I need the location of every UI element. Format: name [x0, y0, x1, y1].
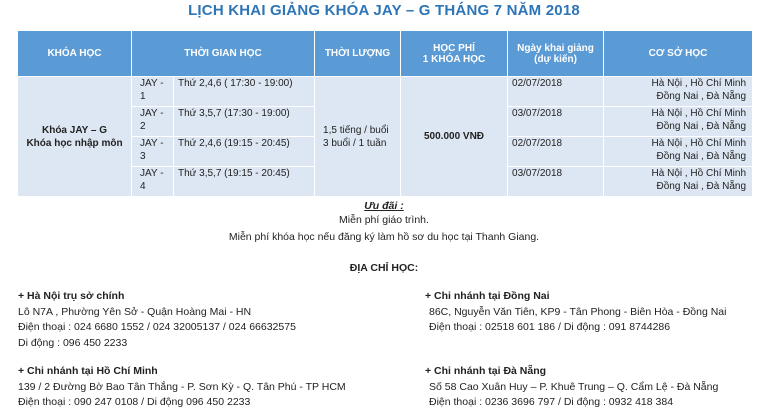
course-subtitle: Khóa học nhập môn — [26, 137, 123, 149]
branch-address: 86C, Nguyễn Văn Tiên, KP9 - Tân Phong - Biên Hòa - Đồng Nai — [429, 305, 727, 318]
schedule-table — [17, 30, 753, 197]
class-schedule: Thứ 2,4,6 ( 17:30 - 19:00) — [174, 77, 315, 107]
location-line1: Hà Nội , Hồ Chí Minh — [651, 138, 747, 149]
branch-name: + Chi nhánh tại Đồng Nai — [425, 290, 550, 302]
header-location: CƠ SỞ HỌC — [604, 31, 753, 77]
class-code: JAY - 4 — [132, 167, 174, 197]
address-heading: ĐỊA CHỈ HỌC: — [349, 262, 419, 274]
start-date: 02/07/2018 — [508, 137, 604, 167]
location-cell — [604, 167, 753, 197]
location-cell — [604, 137, 753, 167]
start-date: 03/07/2018 — [508, 107, 604, 137]
start-date: 03/07/2018 — [508, 167, 604, 197]
branch-phone: Điện thoại : 02518 601 186 / Di động : 091 8744286 — [429, 321, 671, 333]
location-cell — [604, 107, 753, 137]
branch-name: + Chi nhánh tại Đà Nẵng — [425, 365, 547, 377]
header-fee-line1: HỌC PHÍ — [433, 42, 475, 54]
table-row — [18, 77, 753, 107]
course-name: Khóa JAY – G — [41, 124, 108, 136]
promo-line: Miễn phí khóa học nếu đăng ký làm hồ sơ du học tại Thanh Giang. — [228, 231, 540, 243]
branch-hanoi — [18, 289, 296, 351]
duration-cell — [315, 77, 401, 197]
branch-dongnai — [425, 289, 726, 336]
location-line1: Hà Nội , Hồ Chí Minh — [651, 108, 747, 119]
header-date — [508, 31, 604, 77]
class-code: JAY - 3 — [132, 137, 174, 167]
course-cell — [18, 77, 132, 197]
header-time: THỜI GIAN HỌC — [132, 31, 315, 77]
promo-heading-text: Ưu đãi — [364, 200, 398, 212]
location-line2: Đồng Nai , Đà Nẵng — [656, 181, 747, 192]
header-fee — [401, 31, 508, 77]
location-line2: Đồng Nai , Đà Nẵng — [656, 91, 747, 102]
branch-mobile: Di động : 096 450 2233 — [18, 336, 128, 349]
header-date-line2: (dự kiến) — [534, 53, 577, 65]
header-duration: THỜI LƯỢNG — [315, 31, 401, 77]
location-cell — [604, 77, 753, 107]
header-course: KHÓA HỌC — [18, 31, 132, 77]
class-schedule: Thứ 3,5,7 (17:30 - 19:00) — [174, 107, 315, 137]
branch-danang — [425, 364, 718, 411]
header-date-line1: Ngày khai giảng — [517, 42, 594, 54]
class-code: JAY - 1 — [132, 77, 174, 107]
promo-line: Miễn phí giáo trình. — [339, 214, 429, 226]
branch-address: 139 / 2 Đường Bờ Bao Tân Thắng - P. Sơn Kỳ - Q. Tân Phú - TP HCM — [18, 380, 346, 393]
start-date: 02/07/2018 — [508, 77, 604, 107]
branch-name: + Hà Nội trụ sở chính — [18, 290, 125, 302]
branch-phone: Điện thoại : 090 247 0108 / Di động 096 450 2233 — [18, 396, 251, 408]
duration-line1: 1,5 tiếng / buổi — [323, 124, 389, 136]
fee-cell: 500.000 VNĐ — [401, 77, 508, 197]
branch-address: Số 58 Cao Xuân Huy – P. Khuê Trung – Q. Cẩm Lệ - Đà Nẵng — [429, 380, 719, 393]
header-fee-line2: 1 KHÓA HỌC — [422, 53, 486, 65]
promo-heading-colon: : — [397, 200, 404, 212]
location-line2: Đồng Nai , Đà Nẵng — [656, 151, 747, 162]
location-line1: Hà Nội , Hồ Chí Minh — [651, 168, 747, 179]
location-line1: Hà Nội , Hồ Chí Minh — [651, 78, 747, 89]
class-code: JAY - 2 — [132, 107, 174, 137]
branch-phone: Điện thoại : 024 6680 1552 / 024 32005137 / 024 66632575 — [18, 321, 296, 333]
branch-phone: Điện thoại : 0236 3696 797 / Di động : 0932 418 384 — [429, 396, 674, 408]
duration-line2: 3 buổi / 1 tuần — [323, 137, 387, 149]
promo-heading — [0, 200, 768, 212]
branch-address: Lô N7A , Phường Yên Sở - Quận Hoàng Mai - HN — [18, 305, 252, 318]
page-title: LỊCH KHAI GIẢNG KHÓA JAY – G THÁNG 7 NĂM 2018 — [188, 2, 580, 19]
location-line2: Đồng Nai , Đà Nẵng — [656, 121, 747, 132]
branch-hochiminh — [18, 364, 346, 411]
table-header-row — [18, 31, 753, 77]
class-schedule: Thứ 3,5,7 (19:15 - 20:45) — [174, 167, 315, 197]
class-schedule: Thứ 2,4,6 (19:15 - 20:45) — [174, 137, 315, 167]
branch-name: + Chi nhánh tại Hồ Chí Minh — [18, 365, 158, 377]
